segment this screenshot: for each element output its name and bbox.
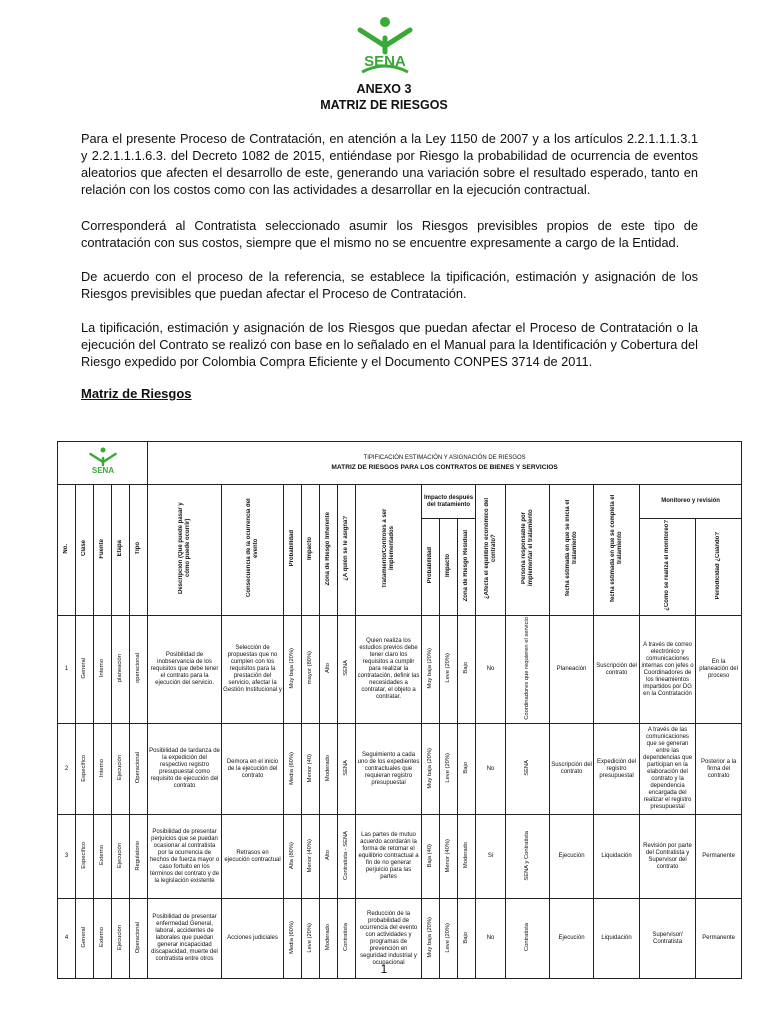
cell-text: Tratamiento/Controles a ser implementados <box>381 508 395 589</box>
table-cell: Ejecución <box>550 815 594 899</box>
cell-text: Impacto <box>445 553 452 577</box>
svg-text:SENA: SENA <box>91 465 114 475</box>
header-fecha-fin <box>594 485 640 616</box>
table-cell: Posibilidad de tardanza de la expedición del respectivo registro presupuestal como requisito de ejecución del contrato <box>148 724 222 815</box>
cell-text: Específico <box>81 754 87 782</box>
cell-text: Externo <box>99 927 105 948</box>
table-cell <box>94 815 112 899</box>
header-descripcion <box>148 485 222 616</box>
cell-text: Media (60%) <box>289 751 296 785</box>
table-cell: A través de las comunicaciones que se generan entre las dependencias que participan en la elaboración del contrato y la dependencia encargada del realizar el registro presupuestal <box>640 724 696 815</box>
matriz-heading: Matriz de Riesgos <box>81 386 192 401</box>
cell-text: fecha estimada en que se inicia el tratamiento <box>564 500 578 597</box>
table-cell: Permanente <box>696 899 742 979</box>
cell-text: Leve (20%) <box>445 653 452 683</box>
document-title: MATRIZ DE RIESGOS <box>320 98 448 112</box>
paragraph-2: Corresponderá al Contratista seleccionado asumir los Riesgos previsibles propios de este tipo de contratación con sus costos, siempre que el mismo no se encuentre expresamente a cargo de la Entidad. <box>81 218 698 250</box>
header-equilibrio <box>476 485 506 616</box>
header-zona <box>320 485 338 616</box>
table-cell <box>320 615 338 724</box>
table-cell <box>440 615 458 724</box>
header-fuente <box>94 485 112 616</box>
table-cell <box>112 615 130 724</box>
table-cell <box>320 724 338 815</box>
cell-text: Menor (40%) <box>445 838 452 873</box>
cell-text: Periodicidad ¿Cuándo? <box>715 531 722 600</box>
cell-text: Muy baja (20%) <box>427 747 434 789</box>
table-cell: Si <box>476 815 506 899</box>
table-cell <box>458 815 476 899</box>
cell-text: SENA y Contratista <box>524 830 531 881</box>
cell-text: General <box>81 927 87 948</box>
header-impacto <box>302 485 320 616</box>
table-row <box>58 615 742 724</box>
cell-text: Bajo <box>463 931 470 944</box>
logo-text: SENA <box>364 53 406 70</box>
table-cell: Acciones judiciales <box>222 899 284 979</box>
cell-text: planeación <box>117 654 123 683</box>
cell-text: Impacto <box>307 536 314 560</box>
table-cell: Supervisor/ Contratista <box>640 899 696 979</box>
cell-text: General <box>81 657 87 679</box>
table-cell: 3 <box>58 815 76 899</box>
cell-text: Ejecución <box>117 924 123 951</box>
table-cell <box>302 815 320 899</box>
cell-text: Leve (20%) <box>445 753 452 783</box>
table-cell <box>94 615 112 724</box>
table-cell <box>506 615 550 724</box>
table-cell <box>506 815 550 899</box>
table-cell: Revisión por parte del Contratista y Supervisor del contrato <box>640 815 696 899</box>
table-cell <box>338 724 356 815</box>
cell-text: Alta (80%) <box>289 841 296 870</box>
risk-matrix-table <box>57 441 742 979</box>
table-cell <box>320 815 338 899</box>
cell-text: Contratista - SENA <box>343 831 350 880</box>
cell-text: SENA <box>343 760 350 776</box>
header-monitoreo-group: Monitoreo y revisión <box>640 485 742 519</box>
cell-text: Alto <box>325 663 332 674</box>
table-cell: En la planeación del proceso <box>696 615 742 724</box>
cell-text: Regulatorio <box>135 840 142 871</box>
paragraph-4: La tipificación, estimación y asignación de los Riesgos que puedan afectar el Proceso de Contratación o la ejecución del Contrato se realizó con base en lo señalado en el Manual para la Identificación y Cobertura del Riesgo expedido por Colombia Compra Eficiente y el Documento CONPES 3714 de 2011. <box>81 320 698 369</box>
table-cell <box>284 615 302 724</box>
table-cell: No <box>476 615 506 724</box>
cell-text: Operacional <box>135 752 142 784</box>
header-probabilidad <box>284 485 302 616</box>
table-cell <box>440 724 458 815</box>
table-cell <box>76 615 94 724</box>
annex-number: ANEXO 3 <box>356 82 412 96</box>
table-cell: Planeación <box>550 615 594 724</box>
header-imp2 <box>440 519 458 616</box>
table-cell: Selección de propuestas que no cumplen con los requisitos para la prestación del servicio, afectar la Gestión Institucional y <box>222 615 284 724</box>
table-cell: 2 <box>58 724 76 815</box>
header-impacto-group: Impacto después del tratamiento <box>422 485 476 519</box>
cell-text: Interno <box>99 758 105 778</box>
table-cell <box>130 724 148 815</box>
header-fecha-inicio <box>550 485 594 616</box>
table-cell <box>284 815 302 899</box>
cell-text: SENA <box>343 660 350 676</box>
cell-text: Descripción (Qué puede pasar y cómo puede ocurrir) <box>177 502 191 595</box>
cell-text: Consecuencia de la ocurrencia del evento <box>245 498 259 598</box>
table-subtitle: TIPIFICACIÓN ESTIMACIÓN Y ASIGNACIÓN DE RIESGOS <box>363 455 526 461</box>
table-logo-cell <box>58 442 148 485</box>
cell-text: Ejecución <box>117 755 123 781</box>
cell-text: fecha estimada en que se completa el tratamiento <box>609 494 623 603</box>
paragraph-1: Para el presente Proceso de Contratación, en atención a la Ley 1150 de 2007 y a los artículos 2.2.1.1.1.3.1 y 2.2.1.1.1.6.3. del Decreto 1082 de 2015, entiéndase por Riesgo la probabilidad de ocurrencia de eventos aleatorios que afecten el desarrollo de este, generando una variación sobre el resultado esperado, tanto en relación con los costos como con las actividades a desarrollar en la ejecución contractual. <box>81 131 698 197</box>
cell-text: Bajo <box>463 662 470 674</box>
table-cell <box>94 724 112 815</box>
table-cell <box>458 615 476 724</box>
table-row <box>58 724 742 815</box>
header-periodicidad <box>696 519 742 616</box>
cell-text: Moderado <box>325 754 332 782</box>
table-title: MATRIZ DE RIESGOS PARA LOS CONTRATOS DE BIENES Y SERVICIOS <box>331 464 558 471</box>
cell-text: Contratista <box>524 923 531 952</box>
table-cell: Reducción de la probabilidad de ocurrencia del evento con actividades y programas de prevención en seguridad industrial y ocupacional <box>356 899 422 979</box>
table-cell: Las partes de mutuo acuerdo acordarán la forma de retomar el equilibrio contractual a fin de no generar perjuicio para las partes <box>356 815 422 899</box>
table-cell: Ejecución <box>550 899 594 979</box>
cell-text: Menor (40%) <box>307 838 314 873</box>
cell-text: Leve (20%) <box>445 922 452 953</box>
table-cell: Demora en el inicio de la ejecución del contrato <box>222 724 284 815</box>
cell-text: ¿Cómo se realiza el monitoreo? <box>664 520 671 611</box>
cell-text: ¿Afecta el equilibrio económico del contrato? <box>483 497 497 599</box>
cell-text: Persona responsable por implementar el tratamiento <box>520 510 534 587</box>
table-cell <box>130 815 148 899</box>
table-cell: Permanente <box>696 815 742 899</box>
cell-text: Menor (40) <box>307 753 314 783</box>
table-cell <box>112 724 130 815</box>
cell-text: SENA <box>524 760 531 776</box>
table-cell <box>112 815 130 899</box>
sena-logo <box>352 16 418 76</box>
header-tratamiento <box>356 485 422 616</box>
header-no <box>58 485 76 616</box>
table-cell <box>440 815 458 899</box>
cell-text: Muy baja (20%) <box>427 917 434 958</box>
table-cell <box>422 724 440 815</box>
table-cell: Suscripción del contrato <box>550 724 594 815</box>
header-como <box>640 519 696 616</box>
table-cell: Liquidación <box>594 899 640 979</box>
table-cell <box>506 724 550 815</box>
cell-text: No. <box>63 543 69 554</box>
table-cell <box>422 615 440 724</box>
table-cell: Retrasos en ejecución contractual <box>222 815 284 899</box>
page-number: 1 <box>380 962 388 976</box>
table-cell: Quien realiza los estudios previos debe tener claro los requisitos a cumplir para realizar la contratación, definir las necesidades a contratar, el objeto a contratar. <box>356 615 422 724</box>
header-responsable <box>506 485 550 616</box>
sena-small-logo <box>83 447 123 477</box>
table-cell: Posibilidad de presentar enfermedad General, laboral, accidentes de laborales que puedan generar incapacidad discapacidad, muerte del contratista entre otros <box>148 899 222 979</box>
table-cell <box>338 815 356 899</box>
cell-text: Bajo <box>463 762 470 774</box>
cell-text: Probabilidad <box>289 530 296 567</box>
cell-text: Zona de Riesgo Residual <box>463 529 470 602</box>
table-cell: 1 <box>58 615 76 724</box>
table-cell: No <box>476 724 506 815</box>
cell-text: Clase <box>81 540 87 557</box>
cell-text: Contratista <box>343 923 350 952</box>
table-cell: Seguimiento a cada uno de los expedientes contractuales que requieran registro presupuestal <box>356 724 422 815</box>
table-cell <box>302 615 320 724</box>
table-cell <box>284 724 302 815</box>
table-cell <box>458 724 476 815</box>
cell-text: Fuente <box>99 538 105 559</box>
cell-text: operacional <box>135 653 142 684</box>
table-cell: Posterior a la firma del contrato <box>696 724 742 815</box>
paragraph-3: De acuerdo con el proceso de la referencia, se establece la tipificación, estimación y asignación de los Riesgos previsibles que puedan afectar el Proceso de Contratación. <box>81 269 698 301</box>
cell-text: Ejecución <box>117 842 123 869</box>
header-tipo <box>130 485 148 616</box>
table-cell <box>422 815 440 899</box>
cell-text: Baja (40) <box>427 843 434 868</box>
table-cell: Expedición del registro presupuestal <box>594 724 640 815</box>
header-clase <box>76 485 94 616</box>
cell-text: Moderado <box>463 842 470 869</box>
table-title-cell <box>148 442 742 485</box>
cell-text: mayor (80%) <box>307 651 314 685</box>
header-prob2 <box>422 519 440 616</box>
cell-text: Específico <box>81 842 87 869</box>
cell-text: Muy baja (20%) <box>289 647 296 689</box>
cell-text: Muy baja (20%) <box>427 647 434 689</box>
cell-text: Zona de Riesgo Inherente <box>325 511 332 586</box>
cell-text: Tipo <box>135 542 142 555</box>
table-cell <box>76 724 94 815</box>
header-consecuencia <box>222 485 284 616</box>
table-cell: Posibilidad de inobservancia de los requisitos que debe tener el contrato para la ejecución del servicio. <box>148 615 222 724</box>
table-cell <box>130 615 148 724</box>
table-cell <box>302 724 320 815</box>
header-etapa <box>112 485 130 616</box>
table-cell: No <box>476 899 506 979</box>
table-cell: Liquidación <box>594 815 640 899</box>
header-zona2 <box>458 519 476 616</box>
cell-text: Coordinadores que requieren el servicio <box>524 616 531 720</box>
cell-text: Alto <box>325 850 332 861</box>
table-row <box>58 815 742 899</box>
table-cell <box>76 815 94 899</box>
table-cell <box>338 615 356 724</box>
table-cell: 4 <box>58 899 76 979</box>
cell-text: Externo <box>99 845 105 866</box>
table-cell: A través de correo electrónico y comunicaciones internas con jefes o Coordinadores de los lineamientos impartidos por DG en la Contratación <box>640 615 696 724</box>
cell-text: Interno <box>99 659 105 678</box>
cell-text: Leve (20%) <box>307 922 314 953</box>
table-cell: Posibilidad de presentar perjuicios que se puedan ocasionar al contratista por la ocurrencia de hechos de fuerza mayor o caso fortuito en los términos del contrato y de la legislación existente <box>148 815 222 899</box>
header-quien <box>338 485 356 616</box>
cell-text: Probabilidad <box>427 547 434 584</box>
cell-text: Media (60%) <box>289 921 296 954</box>
table-cell: Suscripción del contrato <box>594 615 640 724</box>
cell-text: Moderado <box>325 924 332 951</box>
cell-text: Etapa <box>117 540 123 557</box>
cell-text: Operacional <box>135 921 142 954</box>
cell-text: ¿A quién se le asigna? <box>343 515 350 581</box>
